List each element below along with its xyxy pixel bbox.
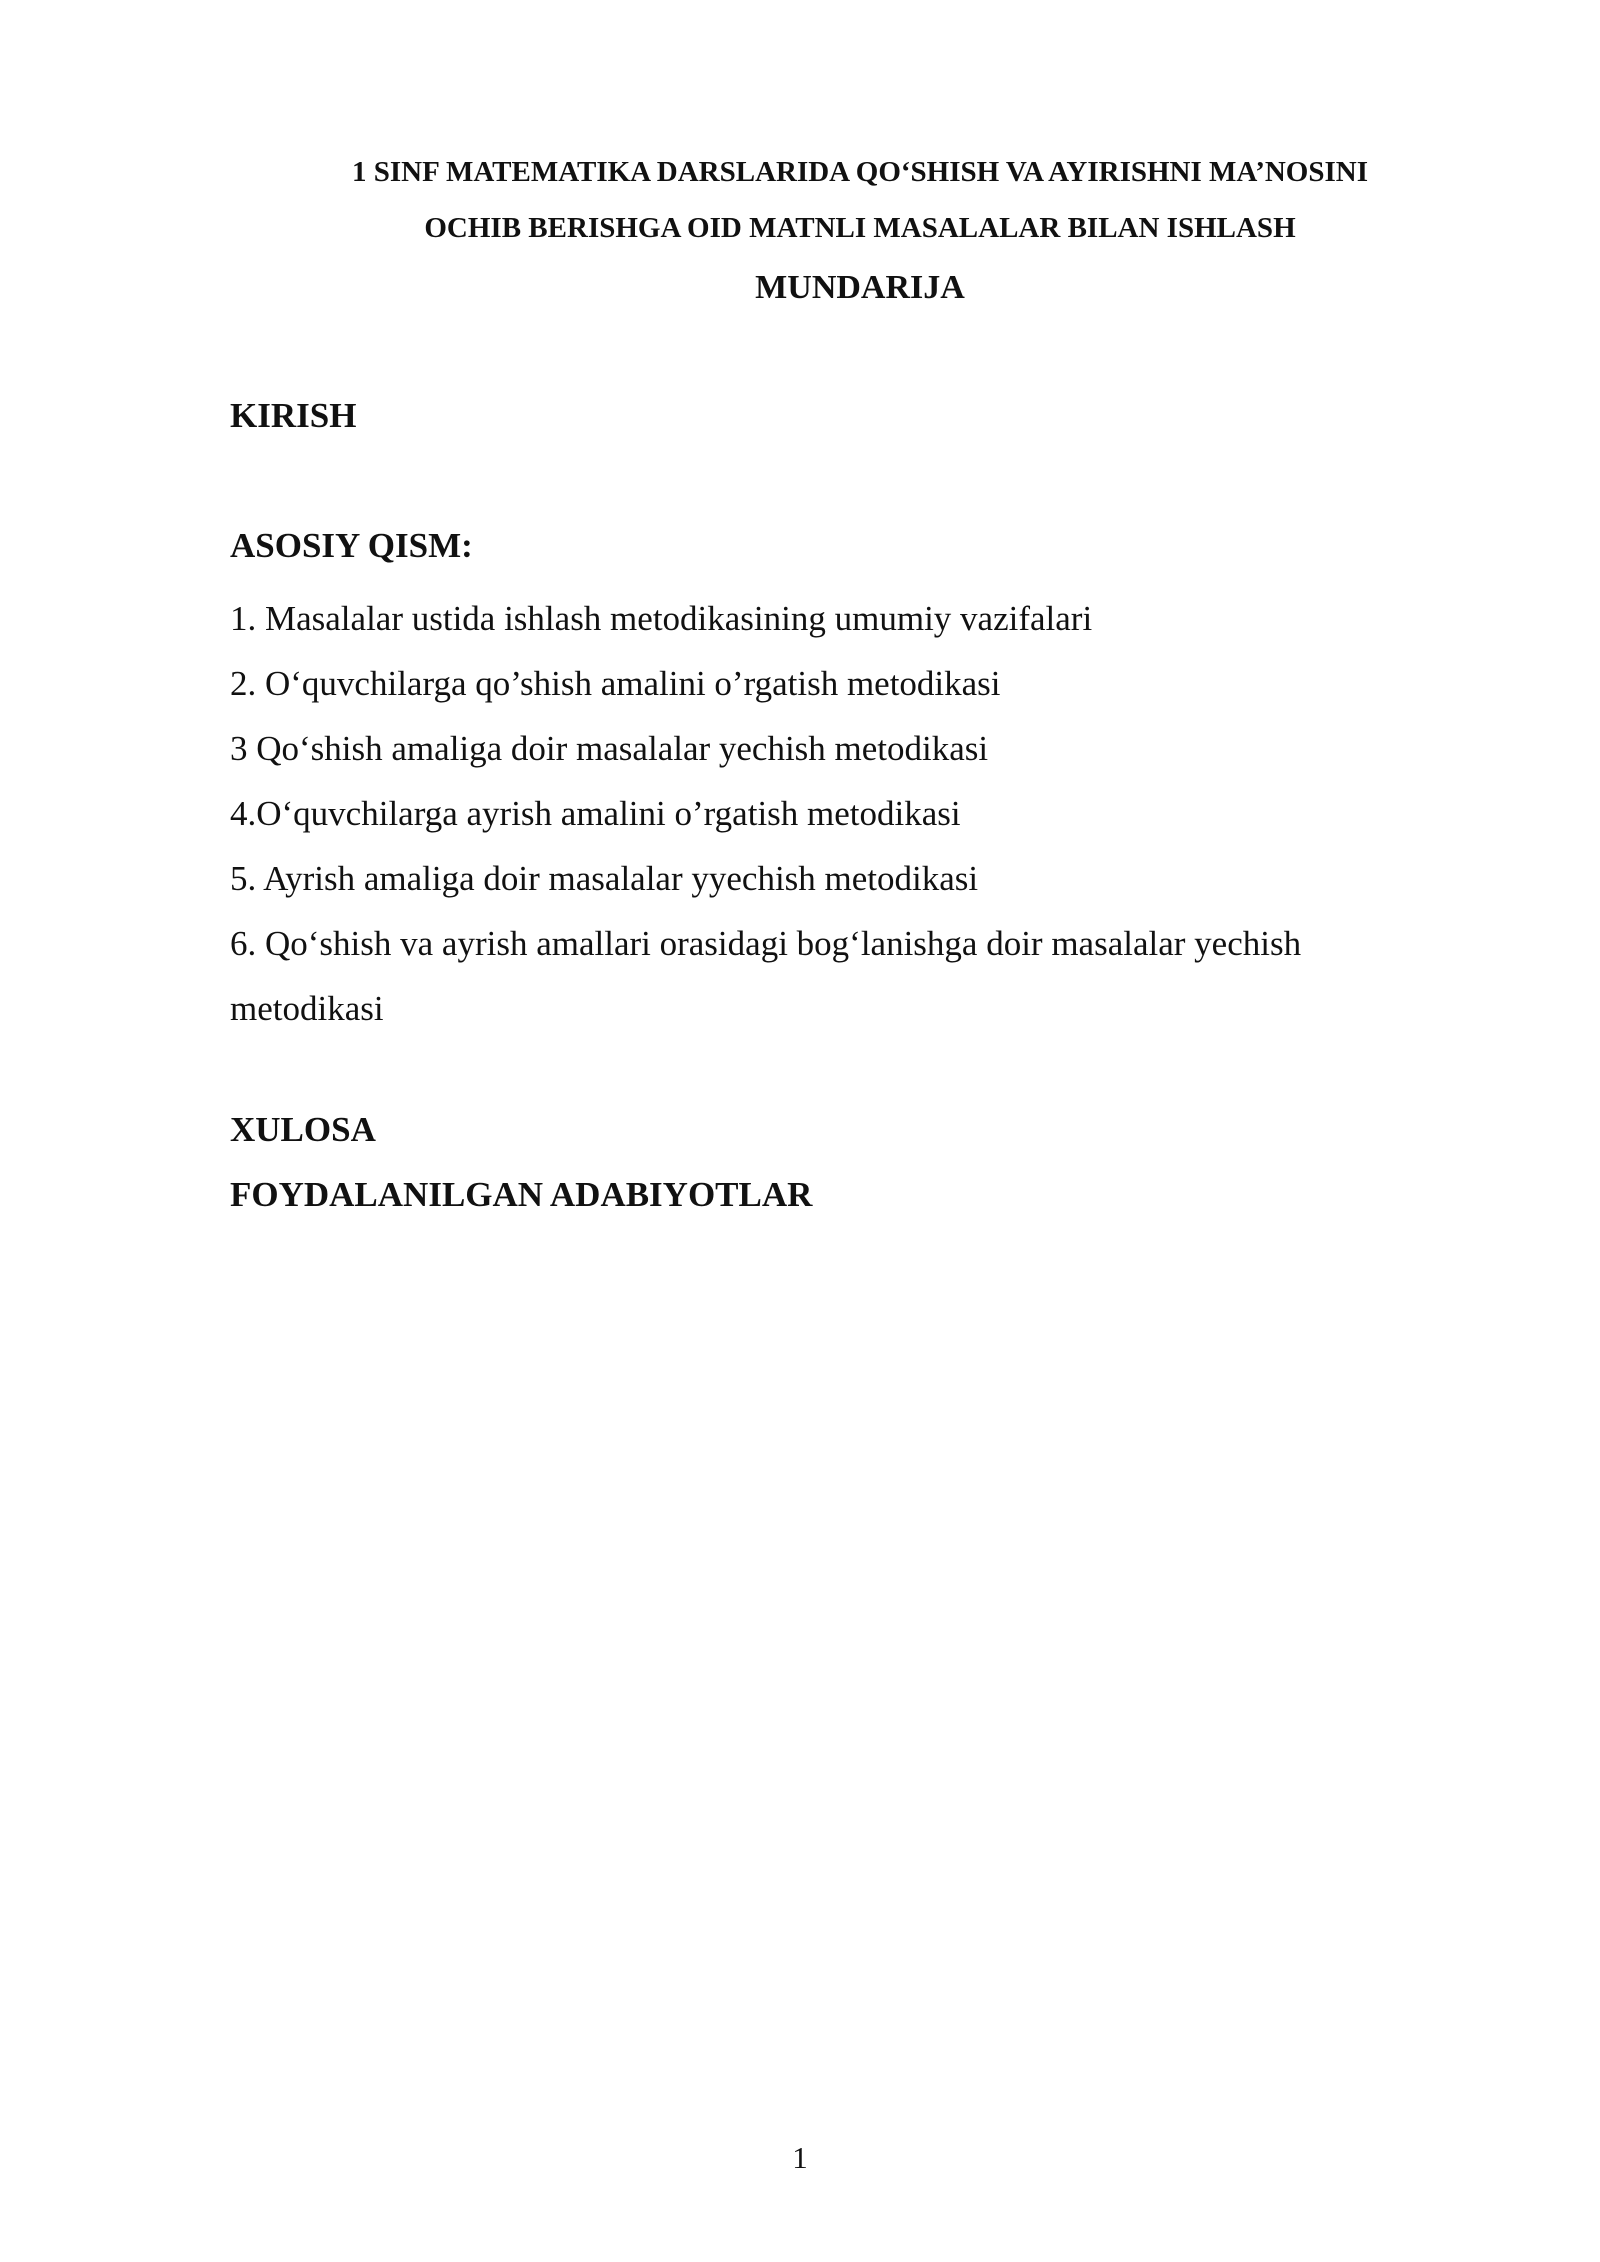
document-title [230, 144, 1490, 256]
toc-item-2: 2. O‘quvchilarga qo’shish amalini o’rgatish metodikasi [230, 664, 1001, 703]
toc-list [230, 586, 1430, 1041]
toc-item-1: 1. Masalalar ustida ishlash metodikasining umumiy vazifalari [230, 599, 1093, 638]
toc-item-3: 3 Qo‘shish amaliga doir masalalar yechish metodikasi [230, 729, 989, 768]
toc-item-6: 6. Qo‘shish va ayrish amallari orasidagi bog‘lanishga doir masalalar yechish [230, 924, 1302, 963]
page-number: 1 [792, 2140, 808, 2175]
document-title-line-2: OCHIB BERISHGA OID MATNLI MASALALAR BILAN ISHLASH [424, 212, 1296, 244]
toc-heading: MUNDARIJA [755, 269, 965, 306]
section-main-part: ASOSIY QISM: [230, 526, 473, 565]
toc-item-5: 5. Ayrish amaliga doir masalalar yyechish metodikasi [230, 859, 979, 898]
document-title-line-1: 1 SINF MATEMATIKA DARSLARIDA QO‘SHISH VA AYIRISHNI MA’NOSINI [351, 156, 1368, 188]
toc-item-4: 4.O‘quvchilarga ayrish amalini o’rgatish metodikasi [230, 794, 961, 833]
section-intro: KIRISH [230, 396, 357, 435]
section-conclusion: XULOSA [230, 1110, 376, 1149]
section-references: FOYDALANILGAN ADABIYOTLAR [230, 1175, 813, 1214]
toc-item-6-continued: metodikasi [230, 989, 384, 1028]
